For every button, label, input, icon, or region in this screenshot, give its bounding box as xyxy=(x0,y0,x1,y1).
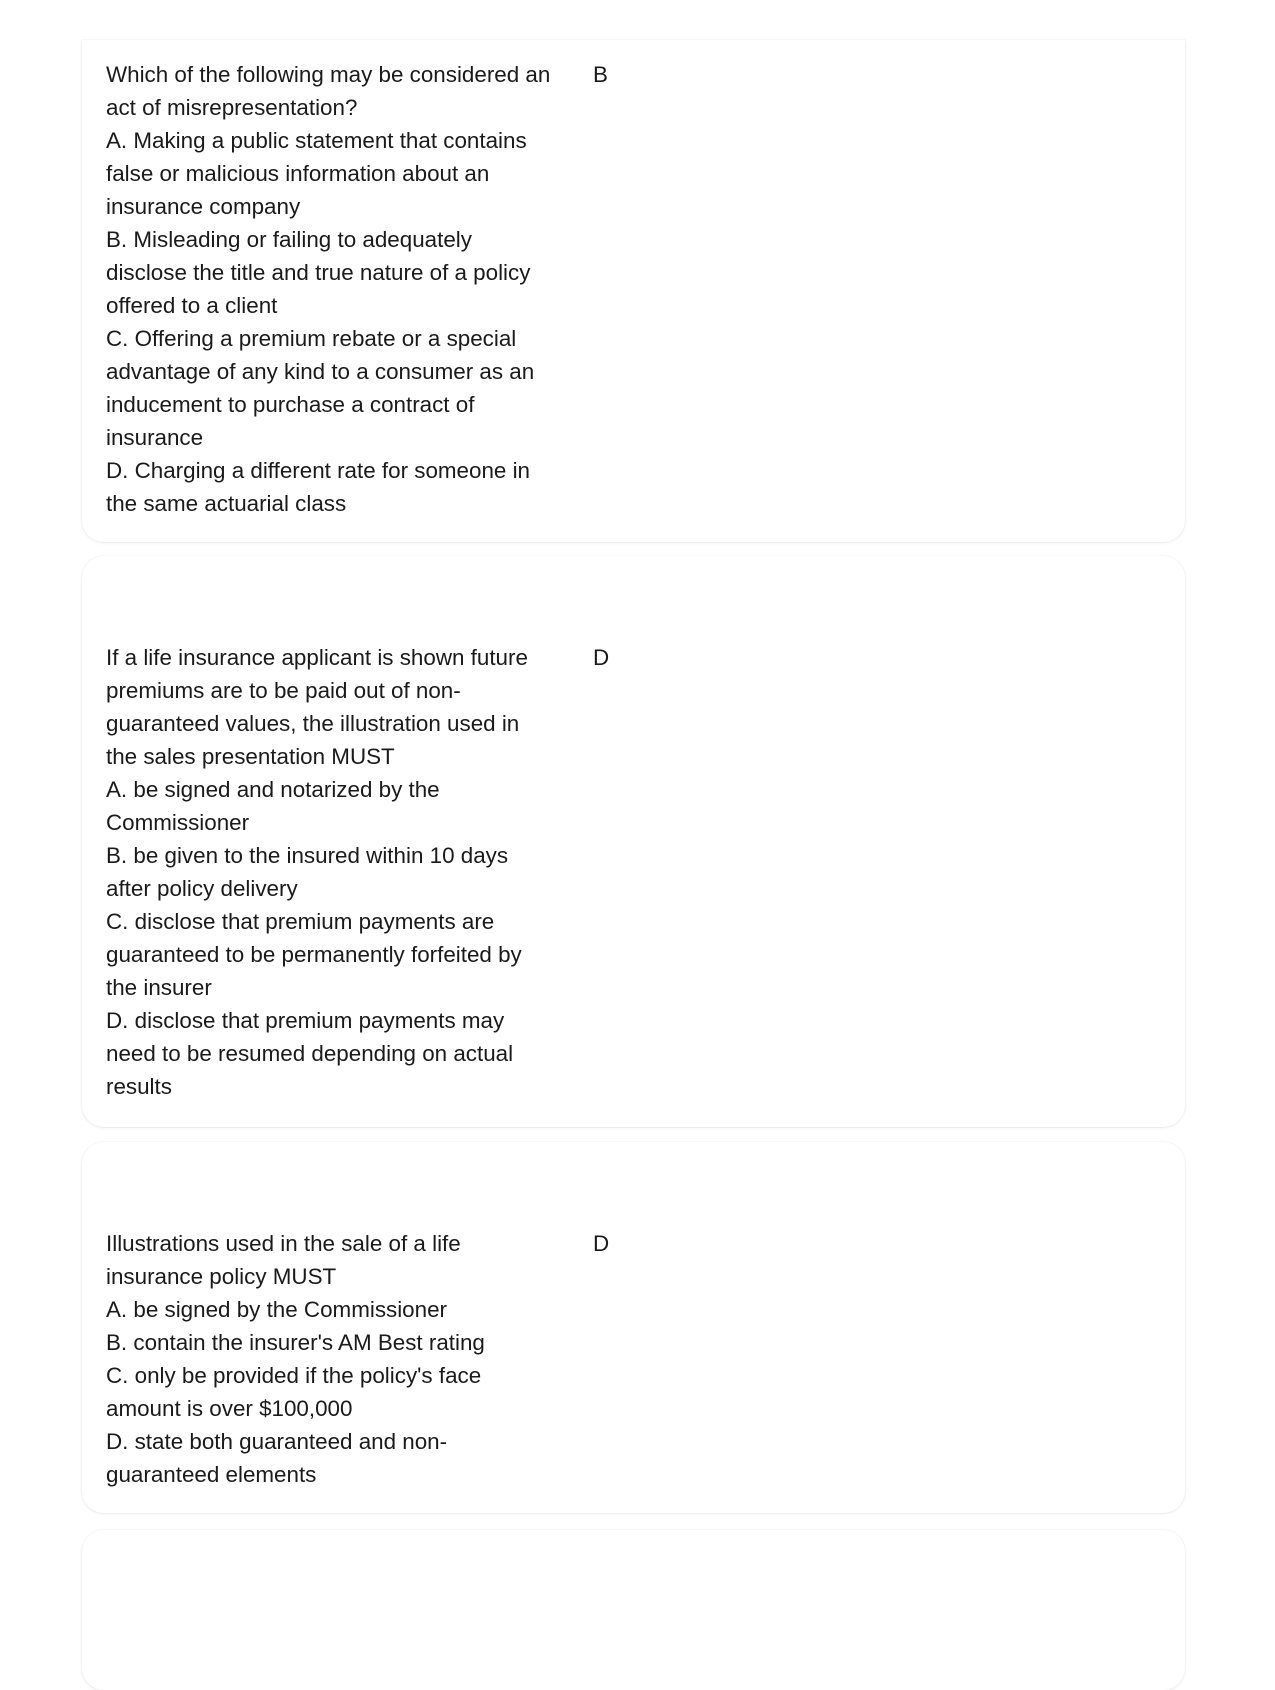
flashcard xyxy=(82,40,1185,542)
option-b: B. contain the insurer's AM Best rating xyxy=(106,1330,485,1355)
option-b: B. Misleading or failing to adequately disclose the title and true nature of a policy offered to a client xyxy=(106,227,531,318)
option-d: D. Charging a different rate for someone in the same actuarial class xyxy=(106,458,531,516)
question-stem: If a life insurance applicant is shown future premiums are to be paid out of non-guaranteed values, the illustration used in the sales presentation MUST xyxy=(106,645,528,769)
answer-text: B xyxy=(593,62,608,87)
option-c: C. only be provided if the policy's face amount is over $100,000 xyxy=(106,1363,482,1421)
question-text xyxy=(106,58,551,520)
flashcard xyxy=(82,1530,1185,1690)
question-text xyxy=(106,1227,551,1491)
option-d: D. state both guaranteed and non-guaranteed elements xyxy=(106,1429,448,1487)
answer-text: D xyxy=(593,645,610,670)
flashcard xyxy=(82,1142,1185,1513)
question-text xyxy=(106,641,551,1103)
option-b: B. be given to the insured within 10 days after policy delivery xyxy=(106,843,509,901)
question-stem: Which of the following may be considered an act of misrepresentation? xyxy=(106,62,551,120)
option-c: C. disclose that premium payments are guaranteed to be permanently forfeited by the insurer xyxy=(106,909,522,1000)
question-stem: Illustrations used in the sale of a life insurance policy MUST xyxy=(106,1231,461,1289)
option-d: D. disclose that premium payments may need to be resumed depending on actual results xyxy=(106,1008,514,1099)
option-c: C. Offering a premium rebate or a special advantage of any kind to a consumer as an inducement to purchase a contract of insurance xyxy=(106,326,535,450)
option-a: A. be signed by the Commissioner xyxy=(106,1297,447,1322)
option-a: A. be signed and notarized by the Commissioner xyxy=(106,777,440,835)
flashcard xyxy=(82,556,1185,1127)
answer-text: D xyxy=(593,1231,610,1256)
option-a: A. Making a public statement that contains false or malicious information about an insurance company xyxy=(106,128,527,219)
